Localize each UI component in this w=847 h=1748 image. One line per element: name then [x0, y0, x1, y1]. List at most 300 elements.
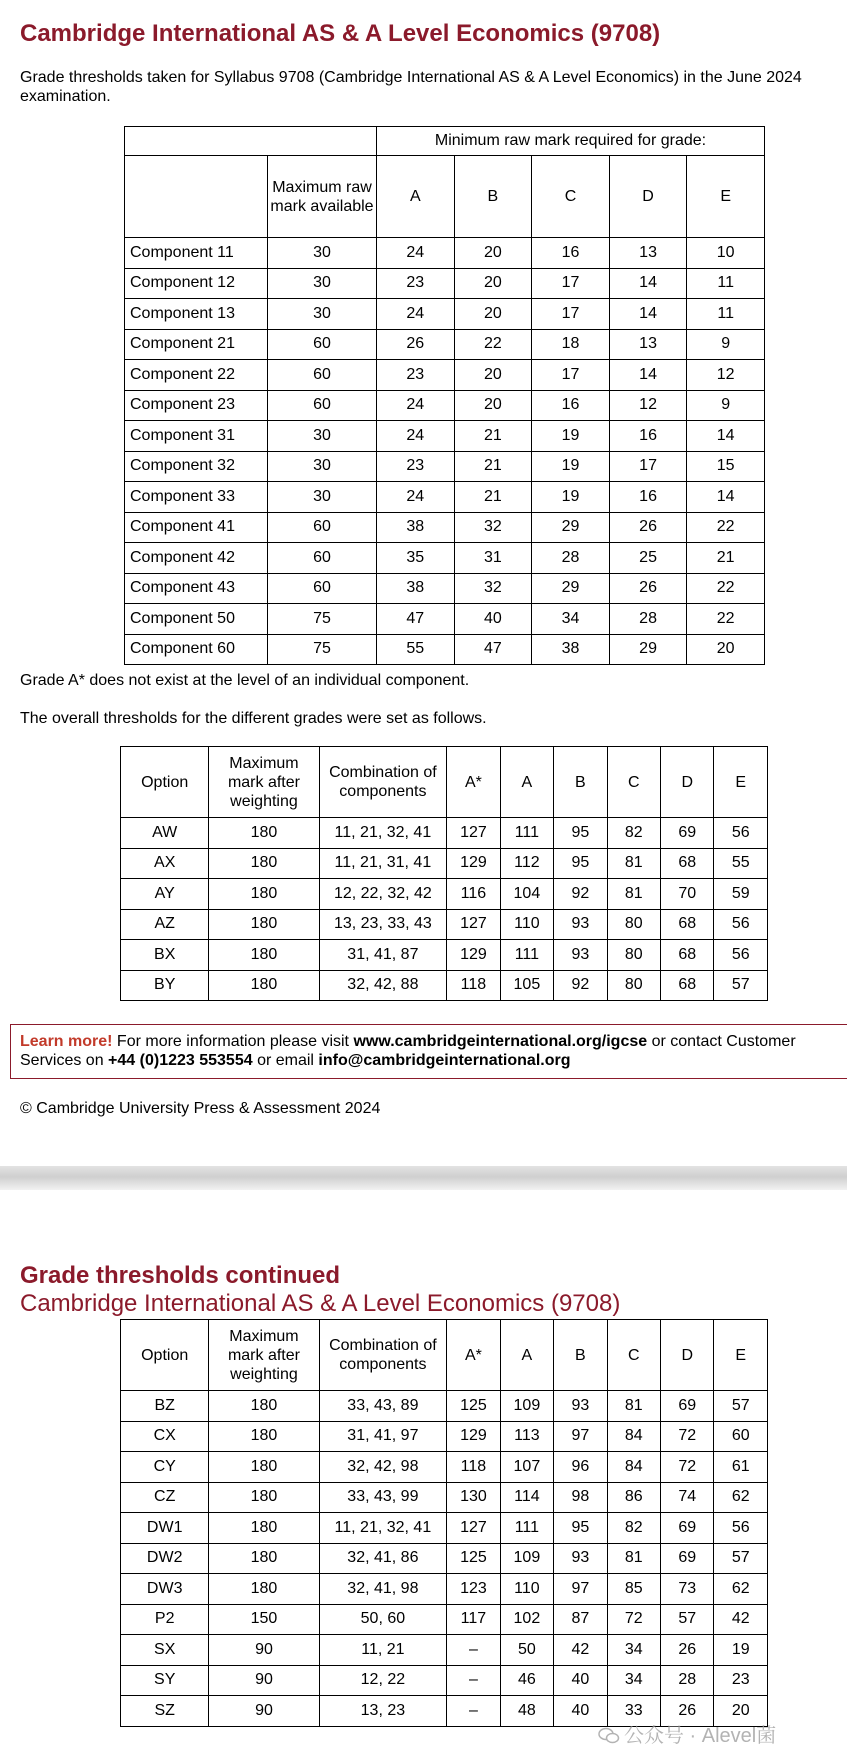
table-cell: 20: [714, 1696, 768, 1727]
option-code: CX: [121, 1421, 209, 1452]
component-name: Component 50: [125, 604, 268, 635]
table-cell: 57: [714, 1543, 768, 1574]
table-cell: 82: [607, 818, 660, 849]
header-row: [121, 747, 768, 818]
table-cell: 57: [714, 1391, 768, 1422]
grade-cell: 24: [377, 482, 455, 513]
table-cell: 117: [447, 1604, 500, 1635]
table-cell: 111: [500, 1513, 553, 1544]
column-header: Maximum mark after weighting: [209, 1320, 319, 1391]
grade-cell: 38: [532, 634, 610, 665]
grade-cell: 17: [532, 360, 610, 391]
header-row: [121, 1320, 768, 1391]
column-header: E: [714, 747, 768, 818]
grade-cell: 19: [532, 482, 610, 513]
table-row: [125, 360, 765, 391]
max-raw-cell: 60: [268, 360, 377, 391]
option-code: SZ: [121, 1696, 209, 1727]
option-code: AX: [121, 848, 209, 879]
grade-cell: 17: [532, 299, 610, 330]
table-cell: 80: [607, 940, 660, 971]
page-divider: [0, 1166, 847, 1190]
table-cell: 50: [500, 1635, 553, 1666]
group-header: Minimum raw mark required for grade:: [377, 127, 765, 156]
table-cell: 102: [500, 1604, 553, 1635]
table-cell: 68: [661, 848, 714, 879]
column-header: Combination of components: [319, 1320, 447, 1391]
grade-cell: 14: [687, 421, 765, 452]
wechat-icon: [598, 1727, 620, 1745]
table-cell: 87: [554, 1604, 607, 1635]
table-cell: 84: [607, 1421, 660, 1452]
table-cell: 180: [209, 1452, 319, 1483]
overall-note: The overall thresholds for the different grades were set as follows.: [20, 710, 487, 727]
table-cell: 116: [447, 879, 500, 910]
table-cell: 32, 41, 98: [319, 1574, 447, 1605]
table-cell: 180: [209, 879, 319, 910]
table-cell: 107: [500, 1452, 553, 1483]
table-cell: 82: [607, 1513, 660, 1544]
grade-cell: 12: [609, 390, 687, 421]
table-row: [125, 268, 765, 299]
table-cell: 111: [500, 940, 553, 971]
grade-cell: 26: [377, 329, 455, 360]
table-cell: 127: [447, 1513, 500, 1544]
column-header: A: [500, 747, 553, 818]
table-cell: 69: [661, 1543, 714, 1574]
table-cell: 26: [661, 1696, 714, 1727]
table-cell: 90: [209, 1635, 319, 1666]
grade-header: C: [532, 156, 610, 238]
grade-cell: 11: [687, 268, 765, 299]
grade-cell: 21: [454, 451, 532, 482]
table-cell: 81: [607, 1391, 660, 1422]
table-cell: 72: [661, 1452, 714, 1483]
table-cell: 96: [554, 1452, 607, 1483]
table-cell: 55: [714, 848, 768, 879]
table-cell: 59: [714, 879, 768, 910]
grade-cell: 18: [532, 329, 610, 360]
table-cell: 180: [209, 1543, 319, 1574]
learn-more-text: [20, 1032, 847, 1070]
grade-cell: 24: [377, 299, 455, 330]
grade-cell: 9: [687, 329, 765, 360]
grade-cell: 22: [454, 329, 532, 360]
table-row: [121, 1452, 768, 1483]
table-cell: 40: [554, 1665, 607, 1696]
max-raw-cell: 30: [268, 238, 377, 269]
table-cell: 123: [447, 1574, 500, 1605]
email-link[interactable]: info@cambridgeinternational.org: [318, 1052, 571, 1069]
component-name: Component 41: [125, 512, 268, 543]
table-cell: 180: [209, 1513, 319, 1544]
column-header: C: [607, 747, 660, 818]
grade-cell: 21: [454, 482, 532, 513]
option-code: BY: [121, 970, 209, 1001]
grade-cell: 23: [377, 268, 455, 299]
continued-subtitle: Cambridge International AS & A Level Economics (9708): [20, 1290, 621, 1317]
grade-cell: 28: [532, 543, 610, 574]
table-cell: 69: [661, 1513, 714, 1544]
table-cell: 81: [607, 848, 660, 879]
table-cell: 46: [500, 1665, 553, 1696]
table-cell: 12, 22, 32, 42: [319, 879, 447, 910]
table-row: [125, 604, 765, 635]
component-name: Component 31: [125, 421, 268, 452]
table-cell: 105: [500, 970, 553, 1001]
grade-cell: 16: [609, 482, 687, 513]
column-header: E: [714, 1320, 768, 1391]
grade-cell: 29: [532, 573, 610, 604]
table-cell: 180: [209, 909, 319, 940]
learn-more-lead: Learn more!: [20, 1033, 113, 1050]
grade-cell: 20: [454, 360, 532, 391]
option-code: DW2: [121, 1543, 209, 1574]
column-header: D: [661, 747, 714, 818]
website-link[interactable]: www.cambridgeinternational.org/igcse: [353, 1033, 648, 1050]
table-row: [121, 1421, 768, 1452]
grade-header: E: [687, 156, 765, 238]
component-name: Component 13: [125, 299, 268, 330]
table-cell: 97: [554, 1421, 607, 1452]
table-cell: 86: [607, 1482, 660, 1513]
table-cell: 129: [447, 1421, 500, 1452]
table-cell: 180: [209, 1391, 319, 1422]
grade-cell: 55: [377, 634, 455, 665]
table-cell: 61: [714, 1452, 768, 1483]
column-header: A*: [447, 747, 500, 818]
table-cell: 32, 41, 86: [319, 1543, 447, 1574]
option-code: DW3: [121, 1574, 209, 1605]
table-cell: 127: [447, 818, 500, 849]
column-header: B: [554, 747, 607, 818]
table-cell: 129: [447, 848, 500, 879]
table-cell: 109: [500, 1543, 553, 1574]
table-cell: 56: [714, 909, 768, 940]
table-row: [125, 299, 765, 330]
column-header: Maximum mark after weighting: [209, 747, 319, 818]
table-cell: 118: [447, 1452, 500, 1483]
table-cell: 92: [554, 970, 607, 1001]
grade-cell: 22: [687, 512, 765, 543]
table-row: [121, 1543, 768, 1574]
table-row: [121, 1635, 768, 1666]
table-row: [125, 512, 765, 543]
components-body: [125, 238, 765, 665]
max-raw-cell: 30: [268, 268, 377, 299]
table-row: [125, 634, 765, 665]
copyright-text: © Cambridge University Press & Assessment 2024: [20, 1100, 381, 1117]
grade-cell: 31: [454, 543, 532, 574]
table-row: [125, 543, 765, 574]
grade-cell: 14: [687, 482, 765, 513]
column-header: A: [500, 1320, 553, 1391]
component-name: Component 22: [125, 360, 268, 391]
table-row: [125, 421, 765, 452]
grade-cell: 28: [609, 604, 687, 635]
table-cell: –: [447, 1665, 500, 1696]
max-raw-header: Maximum raw mark available: [268, 156, 377, 238]
table-cell: 180: [209, 1574, 319, 1605]
learn-more-text-1: For more information please visit: [112, 1033, 354, 1050]
table-row: [121, 879, 768, 910]
table-row: [121, 1665, 768, 1696]
column-header: C: [607, 1320, 660, 1391]
option-code: DW1: [121, 1513, 209, 1544]
option-code: SX: [121, 1635, 209, 1666]
grade-cell: 47: [454, 634, 532, 665]
component-name: Component 21: [125, 329, 268, 360]
max-raw-cell: 60: [268, 390, 377, 421]
table-row: [121, 1513, 768, 1544]
max-raw-cell: 60: [268, 329, 377, 360]
grade-cell: 14: [609, 360, 687, 391]
table-cell: 109: [500, 1391, 553, 1422]
astar-note: Grade A* does not exist at the level of an individual component.: [20, 672, 470, 689]
table-cell: 62: [714, 1574, 768, 1605]
grade-cell: 29: [609, 634, 687, 665]
option-code: SY: [121, 1665, 209, 1696]
grade-cell: 19: [532, 451, 610, 482]
grade-cell: 34: [532, 604, 610, 635]
table-cell: 56: [714, 1513, 768, 1544]
grade-header: A: [377, 156, 455, 238]
table-cell: 125: [447, 1543, 500, 1574]
table-row: [121, 970, 768, 1001]
table-cell: 95: [554, 848, 607, 879]
grade-cell: 26: [609, 512, 687, 543]
table-cell: 57: [661, 1604, 714, 1635]
learn-more-box: [10, 1024, 847, 1079]
learn-more-text-2: or contact Customer Services on: [20, 1033, 796, 1069]
table-cell: 118: [447, 970, 500, 1001]
table-cell: 26: [661, 1635, 714, 1666]
table-row: [125, 482, 765, 513]
table-cell: 127: [447, 909, 500, 940]
table-cell: 62: [714, 1482, 768, 1513]
table-cell: 92: [554, 879, 607, 910]
table-cell: 28: [661, 1665, 714, 1696]
component-name: Component 60: [125, 634, 268, 665]
table-cell: 130: [447, 1482, 500, 1513]
table-cell: 104: [500, 879, 553, 910]
option-code: CZ: [121, 1482, 209, 1513]
table-cell: 48: [500, 1696, 553, 1727]
max-raw-cell: 75: [268, 634, 377, 665]
table-cell: 93: [554, 909, 607, 940]
grade-cell: 12: [687, 360, 765, 391]
table-cell: 12, 22: [319, 1665, 447, 1696]
table-cell: 32, 42, 98: [319, 1452, 447, 1483]
table-cell: 180: [209, 1482, 319, 1513]
empty-name-header: [125, 156, 268, 238]
grade-cell: 29: [532, 512, 610, 543]
grade-cell: 38: [377, 512, 455, 543]
table-cell: 73: [661, 1574, 714, 1605]
table-row: [121, 1574, 768, 1605]
table-cell: 11, 21, 32, 41: [319, 1513, 447, 1544]
table-cell: 98: [554, 1482, 607, 1513]
grade-cell: 19: [532, 421, 610, 452]
table-cell: 68: [661, 909, 714, 940]
grade-cell: 26: [609, 573, 687, 604]
grade-cell: 47: [377, 604, 455, 635]
table-cell: 180: [209, 970, 319, 1001]
table-cell: 34: [607, 1635, 660, 1666]
component-name: Component 33: [125, 482, 268, 513]
column-header: Combination of components: [319, 747, 447, 818]
table-cell: 129: [447, 940, 500, 971]
max-raw-cell: 75: [268, 604, 377, 635]
table-row: [125, 573, 765, 604]
table-row: [121, 940, 768, 971]
grade-cell: 17: [532, 268, 610, 299]
table-cell: 42: [554, 1635, 607, 1666]
grade-cell: 16: [532, 390, 610, 421]
grade-cell: 40: [454, 604, 532, 635]
table-cell: 180: [209, 848, 319, 879]
table-cell: 34: [607, 1665, 660, 1696]
table-cell: 95: [554, 818, 607, 849]
table-cell: 70: [661, 879, 714, 910]
component-thresholds-table: [124, 126, 765, 665]
grade-cell: 32: [454, 573, 532, 604]
max-raw-cell: 60: [268, 512, 377, 543]
table-cell: 69: [661, 818, 714, 849]
table-cell: 23: [714, 1665, 768, 1696]
grade-cell: 20: [454, 390, 532, 421]
component-name: Component 12: [125, 268, 268, 299]
table-cell: 90: [209, 1696, 319, 1727]
grade-cell: 10: [687, 238, 765, 269]
grade-cell: 14: [609, 268, 687, 299]
component-name: Component 42: [125, 543, 268, 574]
grade-cell: 13: [609, 238, 687, 269]
grade-cell: 24: [377, 390, 455, 421]
table-cell: 68: [661, 970, 714, 1001]
table-cell: 60: [714, 1421, 768, 1452]
table-cell: 74: [661, 1482, 714, 1513]
table-cell: 81: [607, 879, 660, 910]
table-row: [125, 390, 765, 421]
table-row: [125, 451, 765, 482]
grade-header: D: [609, 156, 687, 238]
grade-cell: 38: [377, 573, 455, 604]
table-cell: 125: [447, 1391, 500, 1422]
grade-cell: 17: [609, 451, 687, 482]
table-cell: 95: [554, 1513, 607, 1544]
table-cell: 84: [607, 1452, 660, 1483]
table-cell: 19: [714, 1635, 768, 1666]
table-row: [121, 909, 768, 940]
table-cell: 56: [714, 818, 768, 849]
column-header: D: [661, 1320, 714, 1391]
max-raw-cell: 30: [268, 482, 377, 513]
table-cell: 13, 23, 33, 43: [319, 909, 447, 940]
table-cell: 80: [607, 970, 660, 1001]
component-name: Component 32: [125, 451, 268, 482]
options-table-continued: [120, 1319, 768, 1727]
table-cell: 97: [554, 1574, 607, 1605]
table-cell: 112: [500, 848, 553, 879]
table-row: [125, 238, 765, 269]
column-header: Option: [121, 1320, 209, 1391]
table-cell: 90: [209, 1665, 319, 1696]
grade-cell: 20: [454, 268, 532, 299]
intro-text: Grade thresholds taken for Syllabus 9708 (Cambridge International AS & A Level Economics) in the June 2024 examination.: [20, 69, 802, 105]
table-cell: 69: [661, 1391, 714, 1422]
table-row: [121, 1604, 768, 1635]
table-cell: 180: [209, 818, 319, 849]
table-cell: 113: [500, 1421, 553, 1452]
table-cell: 111: [500, 818, 553, 849]
option-code: P2: [121, 1604, 209, 1635]
table-cell: 80: [607, 909, 660, 940]
table-cell: 11, 21: [319, 1635, 447, 1666]
max-raw-cell: 30: [268, 451, 377, 482]
table-cell: 72: [607, 1604, 660, 1635]
empty-header-cell: [125, 127, 377, 156]
component-name: Component 11: [125, 238, 268, 269]
option-code: BZ: [121, 1391, 209, 1422]
grade-cell: 11: [687, 299, 765, 330]
table-cell: 150: [209, 1604, 319, 1635]
option-code: AZ: [121, 909, 209, 940]
table-cell: 31, 41, 97: [319, 1421, 447, 1452]
grade-cell: 20: [454, 299, 532, 330]
component-name: Component 23: [125, 390, 268, 421]
grade-cell: 23: [377, 360, 455, 391]
column-header: B: [554, 1320, 607, 1391]
page-title: Cambridge International AS & A Level Economics (9708): [20, 20, 661, 47]
table-cell: 110: [500, 1574, 553, 1605]
table-cell: 40: [554, 1696, 607, 1727]
table-cell: –: [447, 1696, 500, 1727]
table-cell: 68: [661, 940, 714, 971]
table-cell: 93: [554, 940, 607, 971]
grade-cell: 13: [609, 329, 687, 360]
table-cell: 85: [607, 1574, 660, 1605]
options-table: [120, 746, 768, 1001]
table-row: [121, 848, 768, 879]
table-row: [121, 1482, 768, 1513]
table-row: [125, 329, 765, 360]
grade-cell: 24: [377, 421, 455, 452]
table-cell: 180: [209, 940, 319, 971]
grade-cell: 24: [377, 238, 455, 269]
table-cell: 42: [714, 1604, 768, 1635]
learn-more-text-3: or email: [252, 1052, 319, 1069]
grade-cell: 16: [609, 421, 687, 452]
watermark: [598, 1719, 776, 1748]
grade-cell: 22: [687, 604, 765, 635]
table-cell: –: [447, 1635, 500, 1666]
grade-cell: 20: [687, 634, 765, 665]
column-header: Option: [121, 747, 209, 818]
table-cell: 114: [500, 1482, 553, 1513]
table-cell: 33, 43, 99: [319, 1482, 447, 1513]
option-code: AY: [121, 879, 209, 910]
table-cell: 93: [554, 1543, 607, 1574]
grade-cell: 22: [687, 573, 765, 604]
grade-cell: 23: [377, 451, 455, 482]
grade-cell: 21: [687, 543, 765, 574]
component-name: Component 43: [125, 573, 268, 604]
table-cell: 13, 23: [319, 1696, 447, 1727]
max-raw-cell: 30: [268, 299, 377, 330]
table-cell: 56: [714, 940, 768, 971]
grade-cell: 20: [454, 238, 532, 269]
